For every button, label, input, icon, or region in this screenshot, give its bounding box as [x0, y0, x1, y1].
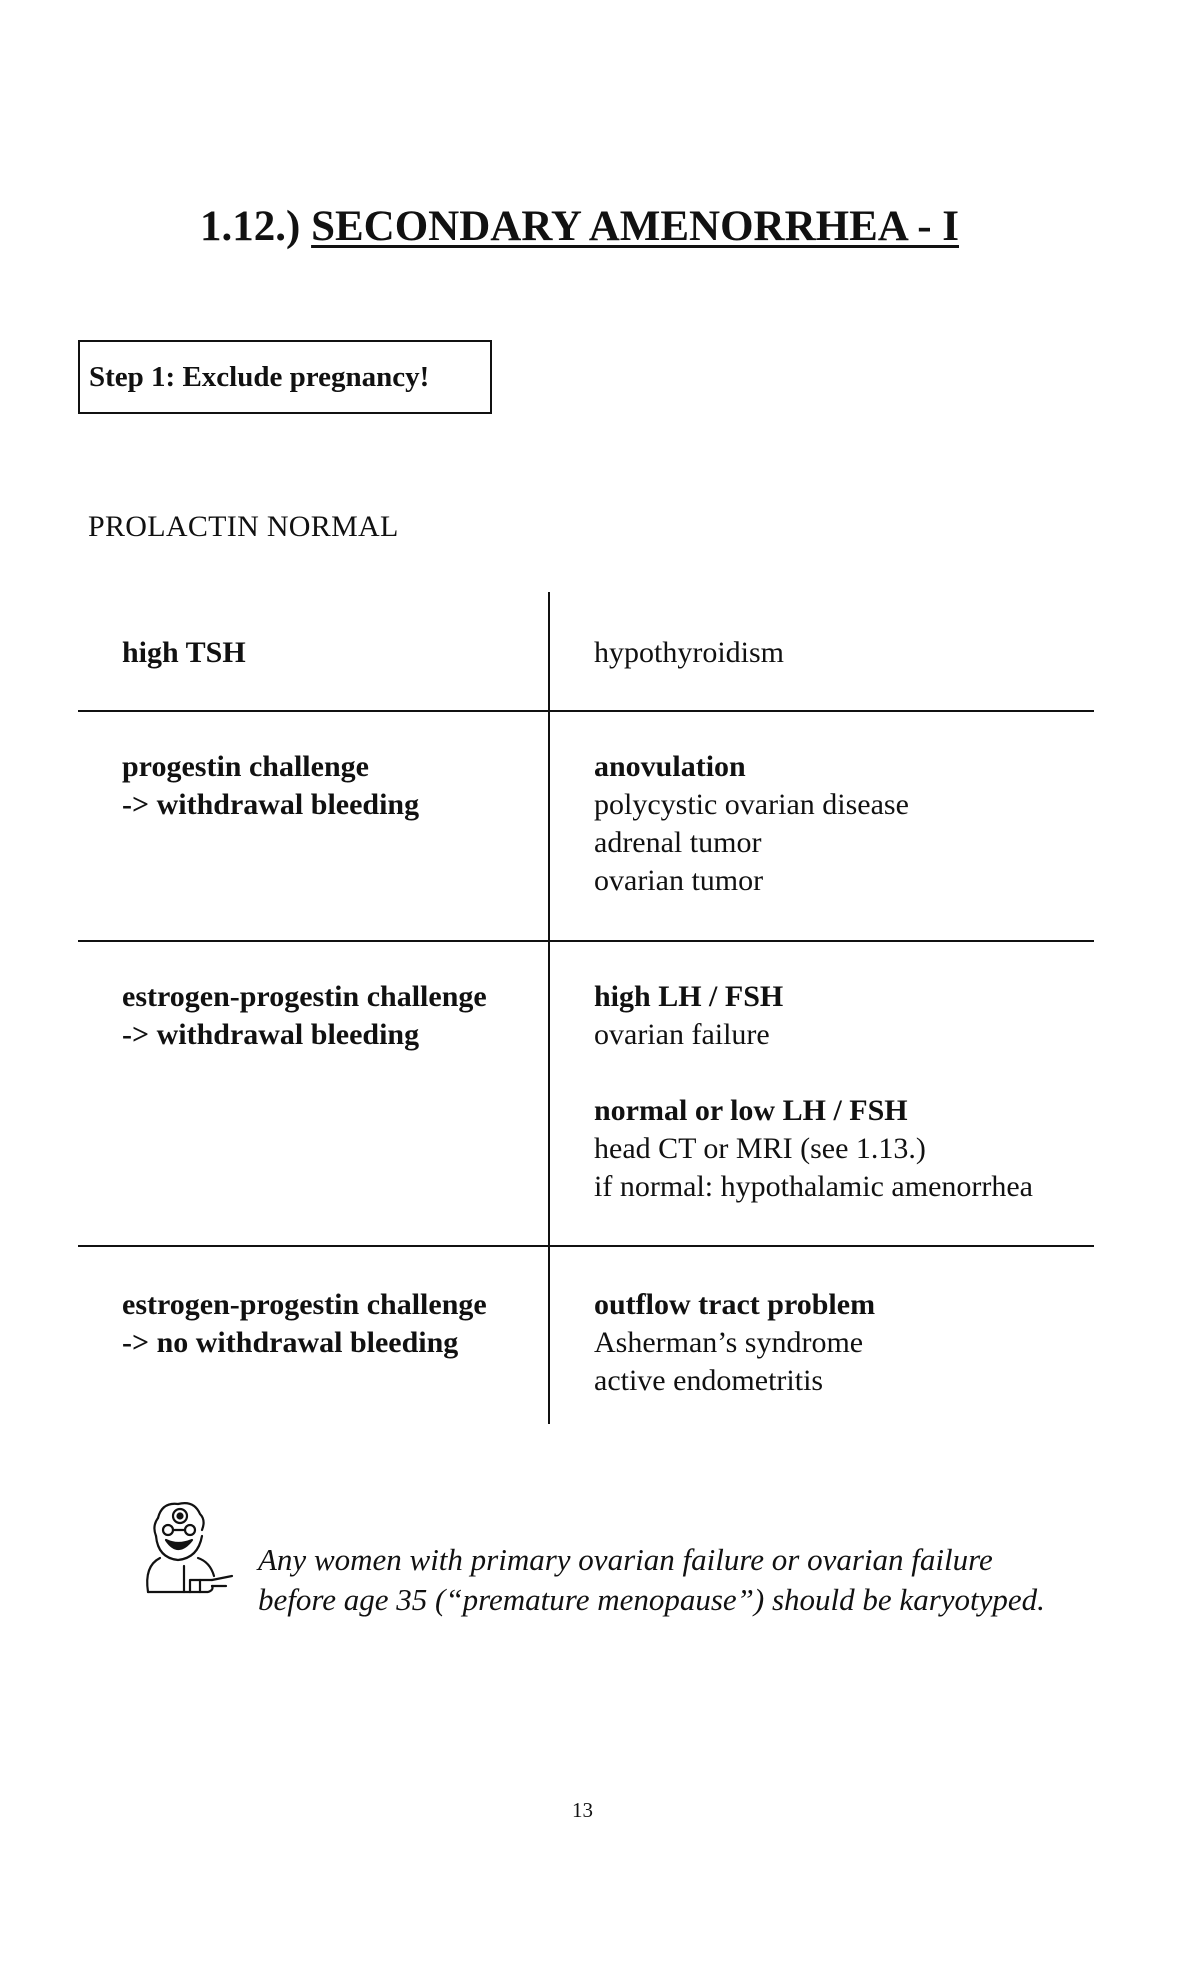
table-vertical-divider — [548, 592, 550, 1424]
condition-cell — [122, 978, 487, 1054]
result-cell — [594, 748, 909, 900]
condition-cell — [122, 1286, 487, 1362]
page-number: 13 — [572, 1798, 593, 1822]
condition-cell — [122, 634, 246, 672]
result-heading: normal or low LH / FSH — [594, 1094, 908, 1127]
result-line: active endometritis — [594, 1364, 824, 1397]
condition-line: -> withdrawal bleeding — [122, 788, 420, 821]
result-cell — [594, 978, 1033, 1206]
result-heading: high LH / FSH — [594, 980, 784, 1013]
row-divider — [78, 1245, 1094, 1247]
condition-line: -> no withdrawal bleeding — [122, 1326, 459, 1359]
condition-line: estrogen-progestin challenge — [122, 1288, 487, 1321]
condition-line: -> withdrawal bleeding — [122, 1018, 420, 1051]
condition-line: progestin challenge — [122, 750, 369, 783]
step-box: Step 1: Exclude pregnancy! — [78, 340, 492, 414]
row-divider — [78, 940, 1094, 942]
result-line: ovarian failure — [594, 1018, 770, 1051]
group-spacer — [594, 1054, 1033, 1092]
title-prefix: 1.12.) — [200, 203, 312, 250]
result-cell — [594, 1286, 875, 1400]
result-line: head CT or MRI (see 1.13.) — [594, 1132, 926, 1165]
condition-line: estrogen-progestin challenge — [122, 980, 487, 1013]
note-line: before age 35 (“premature menopause”) should be karyotyped. — [258, 1582, 1045, 1617]
result-line: Asherman’s syndrome — [594, 1326, 864, 1359]
row-divider — [78, 710, 1094, 712]
section-heading: PROLACTIN NORMAL — [88, 510, 399, 543]
title-underlined: SECONDARY AMENORRHEA - I — [311, 203, 959, 250]
page-title — [200, 202, 959, 251]
condition-cell — [122, 748, 419, 824]
result-heading: outflow tract problem — [594, 1288, 876, 1321]
result-line: hypothyroidism — [594, 636, 785, 669]
note-line: Any women with primary ovarian failure or ovarian failure — [258, 1542, 993, 1577]
result-heading: anovulation — [594, 750, 746, 783]
doctor-pointing-icon — [128, 1496, 240, 1606]
result-line: if normal: hypothalamic amenorrhea — [594, 1170, 1033, 1203]
condition-line: high TSH — [122, 636, 246, 669]
result-line: adrenal tumor — [594, 826, 762, 859]
result-line: ovarian tumor — [594, 864, 764, 897]
result-cell — [594, 634, 784, 672]
result-line: polycystic ovarian disease — [594, 788, 909, 821]
karyotype-note — [258, 1540, 1045, 1620]
